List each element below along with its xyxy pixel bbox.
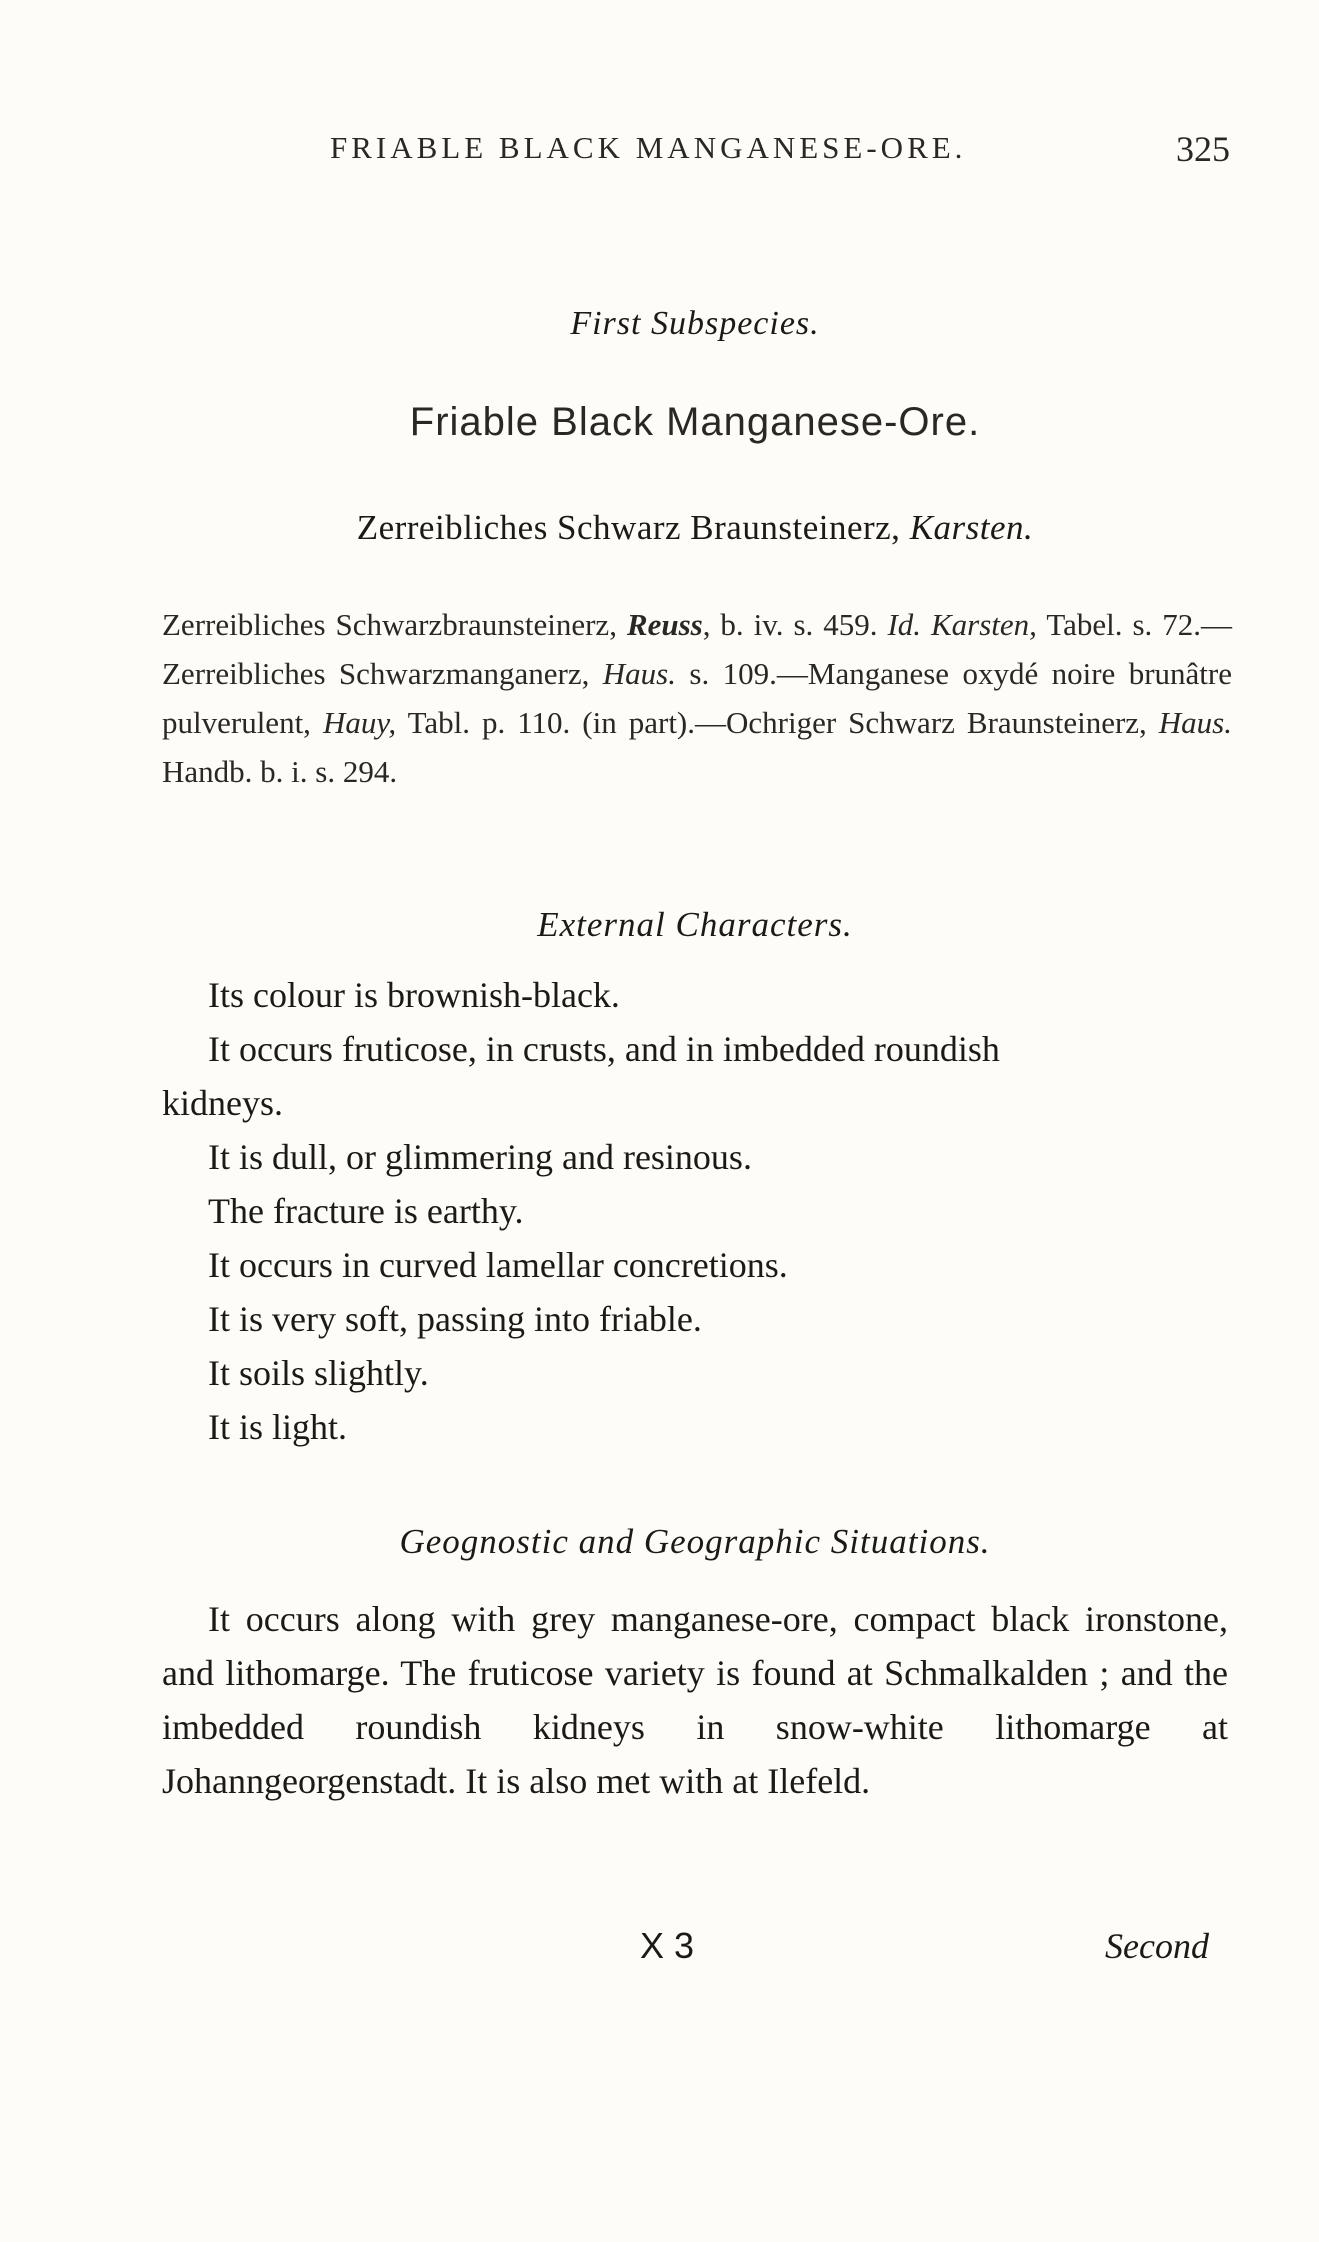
synonym-part: Haus. bbox=[1158, 705, 1232, 740]
german-name-authority: Karsten. bbox=[909, 508, 1034, 547]
synonym-part: , b. iv. s. 459. bbox=[702, 607, 888, 642]
character-line: It is light. bbox=[208, 1407, 348, 1447]
synonym-part: Reuss bbox=[626, 607, 703, 642]
running-title: FRIABLE BLACK MANGANESE-ORE. bbox=[330, 130, 967, 165]
geognostic-heading: Geognostic and Geographic Situations. bbox=[399, 1522, 991, 1561]
character-line: It soils slightly. bbox=[208, 1353, 429, 1393]
page-number: 325 bbox=[1176, 129, 1230, 169]
synonym-part: Zerreibliches Schwarzbraunsteinerz, bbox=[162, 607, 627, 642]
character-line: It occurs in curved lamellar concretions. bbox=[208, 1245, 788, 1285]
synonym-part: Id. Karsten, bbox=[887, 607, 1037, 642]
external-characters-list bbox=[162, 968, 1228, 1454]
catchword: Second bbox=[1105, 1926, 1209, 1966]
synonym-part: Tabl. p. 110. (in part).—Ochriger Schwarz Braunsteinerz, bbox=[396, 705, 1159, 740]
character-line: It is dull, or glimmering and resinous. bbox=[208, 1137, 752, 1177]
character-line: It is very soft, passing into friable. bbox=[208, 1299, 702, 1339]
synonym-part: Tabel. s. 72.—Zerreibliches Schwarzmanganerz, bbox=[162, 607, 1232, 691]
german-name: Zerreibliches Schwarz Braunsteinerz, bbox=[356, 508, 910, 547]
geognostic-paragraph bbox=[162, 1592, 1228, 1808]
synonym-part: Handb. b. i. s. 294. bbox=[162, 754, 398, 789]
german-name-line bbox=[160, 508, 1230, 548]
synonym-part: Haus. bbox=[602, 656, 676, 691]
character-line: It occurs fruticose, in crusts, and in imbedded roundish bbox=[208, 1029, 1000, 1069]
external-characters-heading: External Characters. bbox=[537, 905, 853, 944]
character-line: Its colour is brownish-black. bbox=[208, 975, 620, 1015]
character-line: The fracture is earthy. bbox=[208, 1191, 524, 1231]
running-head bbox=[160, 130, 1230, 180]
synonymy-paragraph bbox=[162, 600, 1232, 796]
synonym-part: Hauy, bbox=[322, 705, 397, 740]
mineral-name-heading: Friable Black Manganese-Ore. bbox=[409, 400, 981, 444]
signature-mark: X 3 bbox=[640, 1925, 695, 1966]
subspecies-heading: First Subspecies. bbox=[570, 305, 820, 342]
geognostic-text: It occurs along with grey manganese-ore, compact black ironstone, and lithomarge. The fruticose variety is found at Schmalkalden ; and the imbedded roundish kidneys in snow-white lithomarge at Johanngeorgenstadt. It is also met with at Ilefeld. bbox=[162, 1599, 1228, 1801]
synonym-part: s. 109.—Manganese oxydé noire brunâtre pulverulent, bbox=[162, 656, 1232, 740]
character-line-continuation: kidneys. bbox=[162, 1083, 283, 1123]
